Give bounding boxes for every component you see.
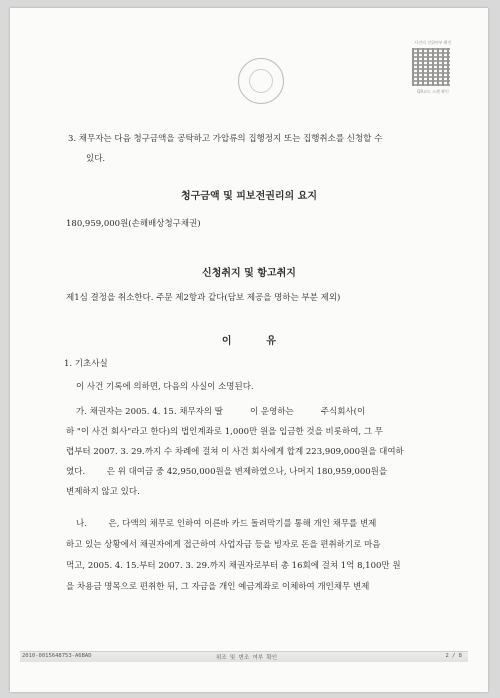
reason-title: 이 유	[221, 336, 277, 347]
para-ga-line4: 였다. 은 위 대여금 중 42,950,000원을 변제하였으나, 나머지 180,959,000원을	[66, 467, 388, 477]
para-na-line2: 하고 있는 상황에서 채권자에게 접근하여 사업자금 등을 빙자로 돈을 편취하기로 마음	[66, 540, 381, 550]
footer-note: 위조 및 변조 여부 확인	[216, 655, 278, 661]
claim-amount: 180,959,000원(손해배상청구채권)	[66, 219, 201, 229]
para-ga-line2: 하 "이 사건 회사"라고 한다)의 법인계좌로 1,000만 원을 입금한 것을 비롯하여, 그 무	[66, 427, 383, 437]
court-seal-icon	[238, 58, 284, 104]
appeal-section-title: 신청취지 및 항고취지	[202, 268, 296, 279]
para-na-line1: 나. 은, 다액의 채무로 인하여 이른바 카드 돌려막기를 통해 개인 채무를 변제	[76, 519, 377, 529]
qr-caption-top: 사건의 진위여부 확인	[414, 40, 452, 45]
appeal-text: 제1심 결정을 취소한다. 주문 제2항과 같다(담보 제공을 명하는 부분 제외)	[66, 293, 341, 303]
intro-line: 이 사건 기록에 의하면, 다음의 사실이 소명된다.	[76, 382, 254, 392]
para-ga-line3: 렵부터 2007. 3. 29.까지 수 차례에 걸쳐 이 사건 회사에게 합계 223,909,000원을 대여하	[66, 447, 404, 457]
document-page	[10, 8, 488, 692]
document-footer	[20, 651, 468, 662]
para-na-line3: 먹고, 2005. 4. 15.부터 2007. 3. 29.까지 채권자로부터 총 16회에 걸쳐 1억 8,100만 원	[66, 561, 401, 571]
qr-code-icon	[412, 48, 450, 86]
para-ga-line1: 가. 채권자는 2005. 4. 15. 채무자의 딸 이 운영하는 주식회사(이	[76, 407, 366, 417]
document-id: 2010-0015648753-A6BAD	[22, 653, 92, 659]
claim-section-title: 청구금액 및 피보전권리의 요지	[180, 191, 318, 202]
qr-caption-bottom: QR코드 스캔 확인	[417, 89, 449, 94]
para-na-line4: 을 차용금 명목으로 편취한 뒤, 그 자금을 개인 예금계좌로 이체하여 개인채무 변제	[66, 582, 370, 592]
page-number: 2 / 8	[445, 653, 462, 659]
section-1-heading: 1. 기초사실	[64, 359, 108, 369]
para3-line2: 있다.	[86, 154, 106, 164]
para3-line1: 3. 채무자는 다음 청구금액을 공탁하고 가압류의 집행정지 또는 집행취소를 신청할 수	[68, 134, 383, 144]
para-ga-line5: 변제하지 않고 있다.	[66, 487, 140, 497]
